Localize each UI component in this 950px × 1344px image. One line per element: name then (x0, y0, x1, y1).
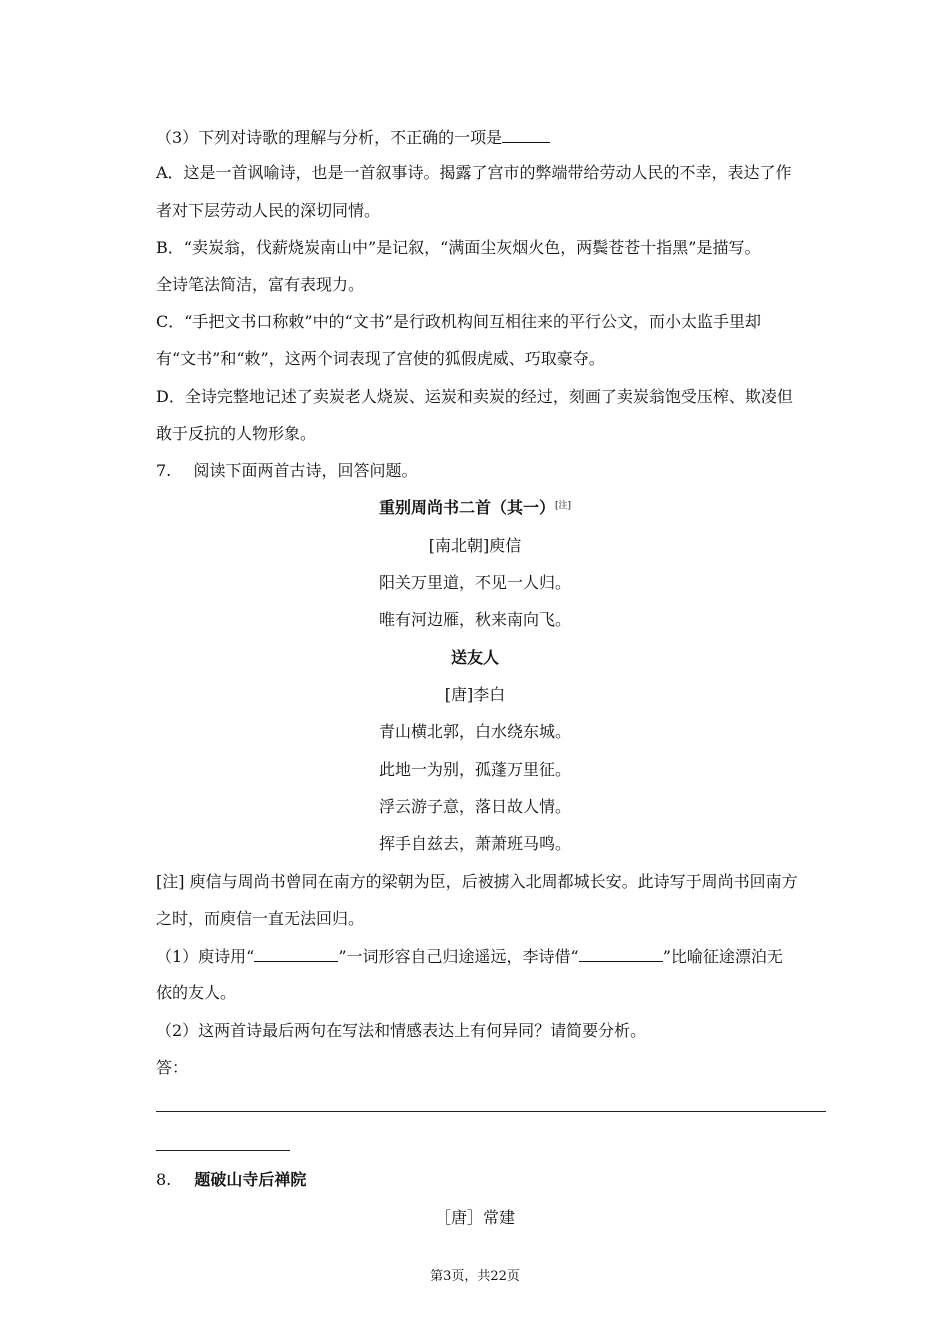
poem1-title: 重别周尚书二首（其一）[注] (378, 498, 572, 517)
note-line-1: [注] 庾信与周尚书曾同在南方的梁朝为臣，后被掳入北周都城长安。此诗写于周尚书回南方 (156, 872, 798, 891)
poem2-author: [唐]李白 (444, 685, 506, 704)
poem1-line-1: 阳关万里道，不见一人归。 (378, 573, 571, 592)
poem2-line-3: 浮云游子意，落日故人情。 (378, 797, 571, 816)
q7-heading (156, 461, 417, 481)
q8-number: 8. (156, 1170, 172, 1189)
answer-label: 答： (156, 1058, 189, 1077)
answer-rule-1[interactable] (156, 1111, 826, 1112)
note-marker: [注] (554, 501, 572, 511)
q7-sub1: （1）庾诗用“ ”一词形容自己归途遥远，李诗借“ ”比喻征途漂泊无 (156, 947, 783, 966)
poem2-line-4: 挥手自兹去，萧萧班马鸣。 (378, 834, 571, 853)
page-footer: 第3页，共22页 (430, 1269, 520, 1284)
option-a-line2: 者对下层劳动人民的深切同情。 (156, 201, 381, 220)
option-c-line2: 有“文书”和“敕”，这两个词表现了宫使的狐假虎威、巧取豪夺。 (156, 349, 605, 368)
poem1-line-2: 唯有河边雁，秋来南向飞。 (378, 610, 571, 629)
q6-sub3-prompt: （3）下列对诗歌的理解与分析，不正确的一项是 (156, 127, 550, 148)
poem2-title: 送友人 (450, 648, 499, 667)
option-a-line1: A．这是一首讽喻诗，也是一首叙事诗。揭露了宫市的弊端带给劳动人民的不幸，表达了作 (156, 163, 792, 182)
q7-instruction: 阅读下面两首古诗，回答问题。 (193, 461, 418, 480)
poem2-line-1: 青山横北郭，白水绕东城。 (378, 722, 571, 741)
q7-number: 7. (156, 461, 172, 480)
option-c-line1: C．“手把文书口称敕”中的“文书”是行政机构间互相往来的平行公文，而小太监手里却 (156, 312, 761, 331)
answer-blank-2[interactable] (579, 946, 663, 962)
answer-rule-2[interactable] (156, 1150, 290, 1151)
poem1-author: [南北朝]庾信 (428, 536, 522, 555)
q7-sub1-line2: 依的友人。 (156, 983, 237, 1002)
answer-blank[interactable] (502, 127, 550, 143)
q8-author: ［唐］常建 (434, 1208, 515, 1227)
answer-blank-1[interactable] (254, 946, 338, 962)
q7-sub2: （2）这两首诗最后两句在写法和情感表达上有何异同？请简要分析。 (156, 1021, 647, 1040)
option-d-line2: 敢于反抗的人物形象。 (156, 424, 317, 443)
q8-title: 题破山寺后禅院 (194, 1170, 307, 1189)
poem2-line-2: 此地一为别，孤蓬万里征。 (378, 760, 571, 779)
q8-heading (156, 1170, 306, 1190)
option-d-line1: D．全诗完整地记述了卖炭老人烧炭、运炭和卖炭的经过，刻画了卖炭翁饱受压榨、欺凌但 (156, 387, 793, 406)
option-b-line1: B．“卖炭翁，伐薪烧炭南山中”是记叙，“满面尘灰烟火色，两鬓苍苍十指黑”是描写。 (156, 238, 761, 257)
option-b-line2: 全诗笔法简洁，富有表现力。 (156, 275, 365, 294)
note-line-2: 之时，而庾信一直无法回归。 (156, 909, 365, 928)
